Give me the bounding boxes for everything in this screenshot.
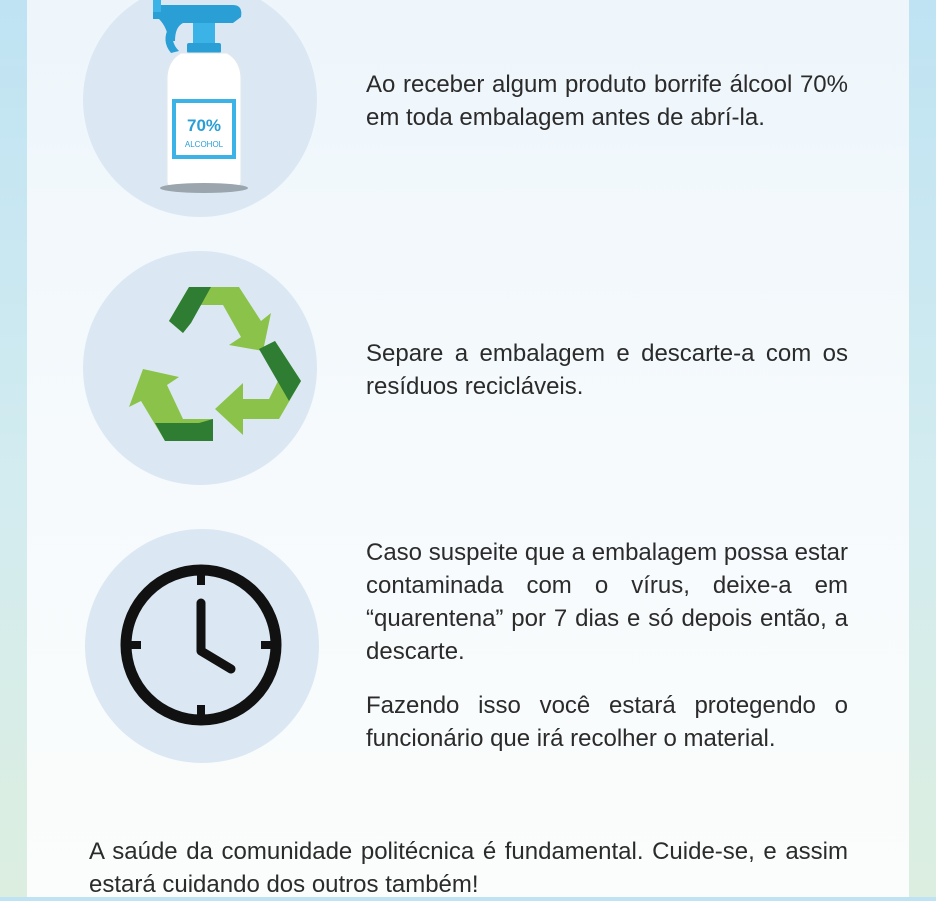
step-1-text [366,68,848,134]
recycle-icon [83,251,317,485]
step-3-icon-circle [85,529,319,763]
step-3-paragraph-1: Caso suspeite que a embalagem possa estar contaminada com o vírus, deixe-a em “quarentena” por 7 dias e só depois então, a descarte. [366,539,848,665]
step-2-icon-circle [83,251,317,485]
clock-icon [85,529,319,763]
step-3-paragraph-2: Fazendo isso você estará protegendo o funcionário que irá recolher o material. [366,692,848,752]
infographic-card [27,0,909,897]
footer-message: A saúde da comunidade politécnica é fundamental. Cuide-se, e assim estará cuidando dos outros também! [89,838,848,898]
bottle-label-text: ALCOHOL [184,140,224,149]
step-2-paragraph: Separe a embalagem e descarte-a com os resíduos recicláveis. [366,340,848,400]
step-2-text [366,337,848,403]
step-3-text [366,536,848,755]
step-1-icon-circle [83,0,317,217]
alcohol-spray-bottle-icon [83,0,317,217]
step-1-paragraph: Ao receber algum produto borrife álcool 70% em toda embalagem antes de abrí-la. [366,71,848,131]
bottle-label-percent: 70% [186,116,222,135]
